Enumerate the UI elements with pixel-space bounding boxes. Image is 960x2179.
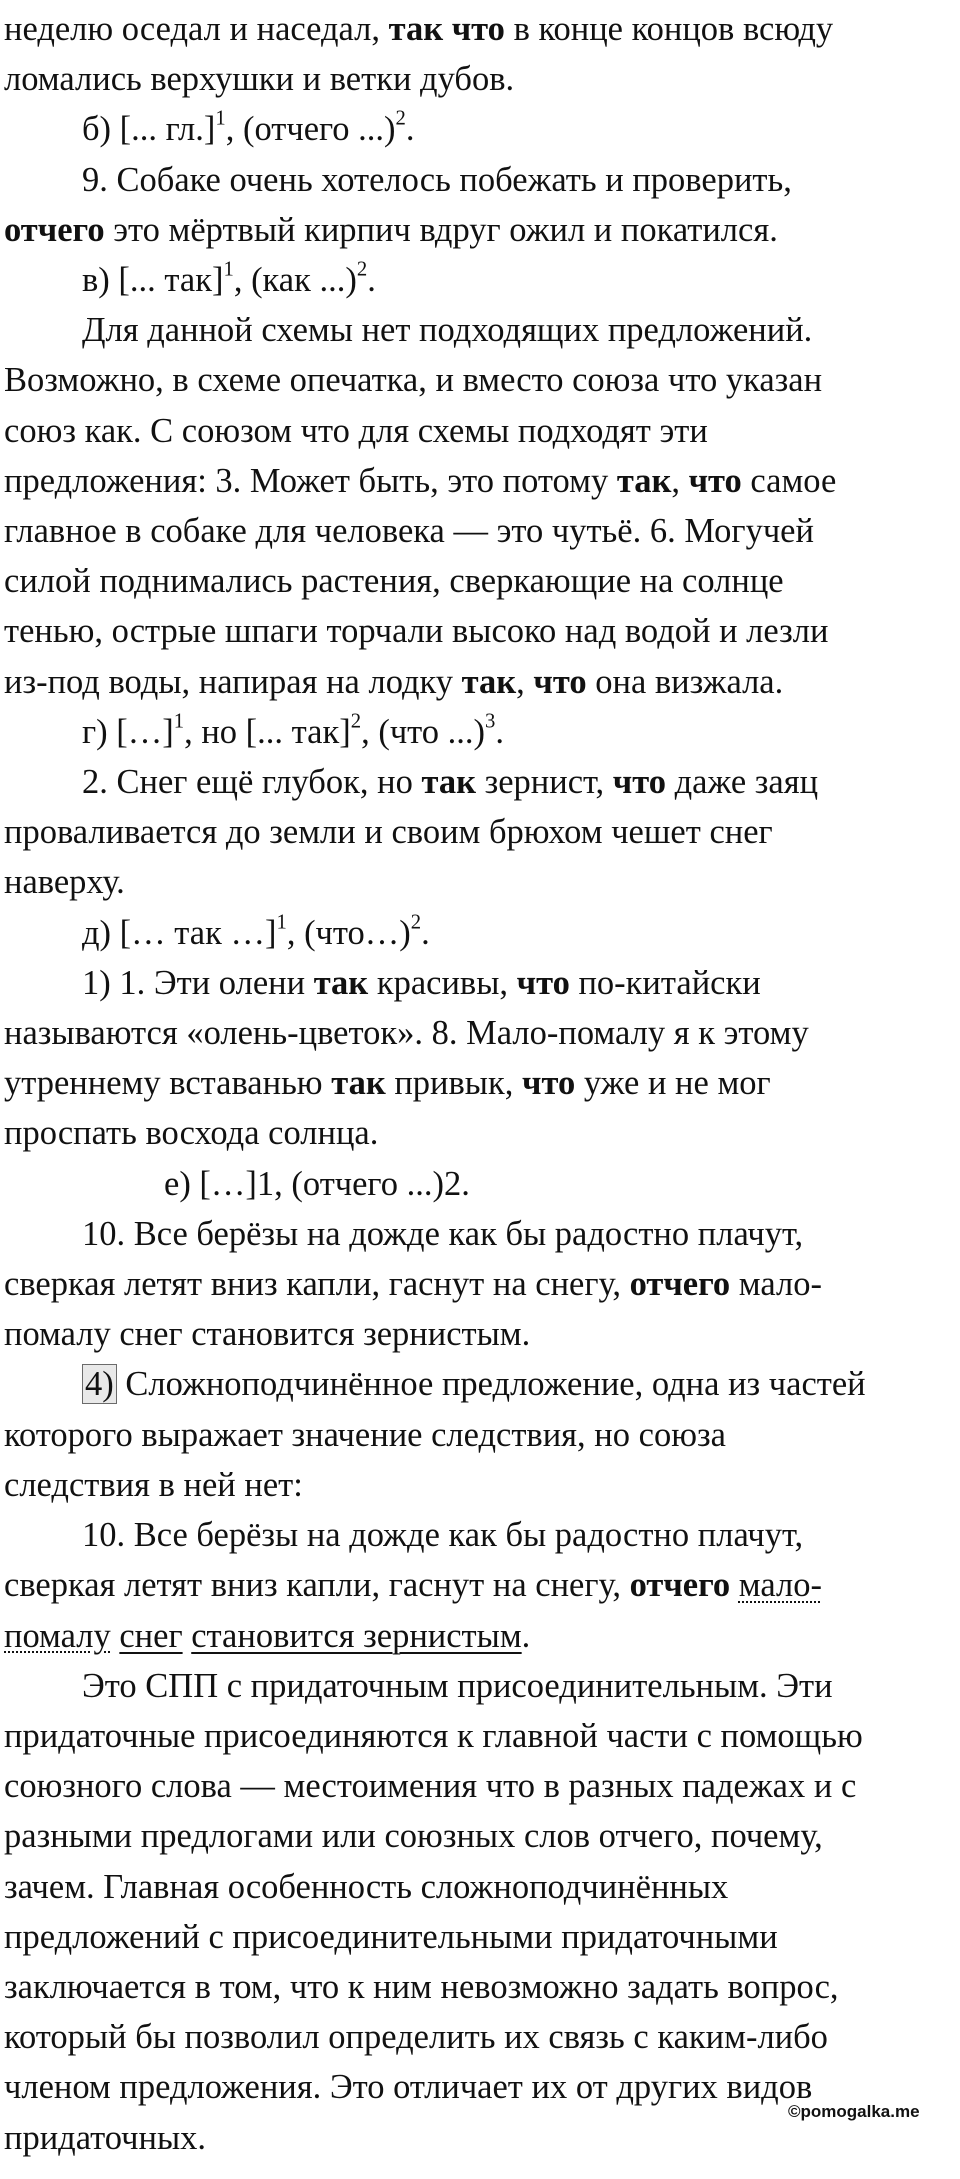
text-line: следствия в ней нет: [4,1465,303,1504]
text-line: зачем. Главная особенность сложноподчинённых [4,1867,729,1906]
example-sentence: 9. Собаке очень хотелось побежать и проверить, [82,160,792,199]
text-line: силой поднимались растения, сверкающие на солнце [4,562,784,601]
text-line: которого выражает значение следствия, но союза [4,1415,726,1454]
text-line: членом предложения. Это отличает их от других видов [4,2068,813,2107]
text-line: ломались верхушки и ветки дубов. [4,60,515,99]
scheme-line-v: в) [... так]$^1$, (как ...)$^2$. [82,258,376,300]
text-line: союз как. С союзом что для схемы подходят эти [4,411,708,450]
scheme-line-d: д) [… так …]$^1$, (что…)$^2$. [82,911,430,952]
text-line: утреннему вставанью так привык, что уже и не мог [4,1064,771,1103]
text-line: сверкая летят вниз капли, гаснут на снегу, отчего мало- [4,1265,822,1304]
scheme-line-g: г) […]$^1$, но [... так]$^2$, (что ...)$^3$. [82,710,504,751]
text-line: союзного слова — местоимения что в разных падежах и с [4,1767,857,1806]
text-line: разными предлогами или союзных слов отчего, почему, [4,1817,823,1856]
watermark: ©pomogalka.me [788,2102,920,2121]
scheme-line-b: б) [... гл.]$^1$, (отчего ...)$^2$. [82,107,415,149]
item-number-box: 4) [82,1364,117,1404]
text-line: проваливается до земли и своим брюхом чешет снег [4,813,773,852]
text-line: заключается в том, что к ним невозможно задать вопрос, [4,1967,839,2006]
text-line: проспать восхода солнца. [4,1114,379,1153]
document-page [4,4,948,2163]
text-line: помалу снег становится зернистым. [4,1616,531,1655]
text-line: тенью, острые шпаги торчали высоко над водой и лезли [4,612,829,651]
text-line: Для данной схемы нет подходящих предложений. [82,311,813,350]
example-sentence: 10. Все берёзы на дожде как бы радостно плачут, [82,1214,804,1253]
text-line: сверкая летят вниз капли, гаснут на снегу, отчего мало- [4,1566,822,1605]
example-sentence: 1) 1. Эти олени так красивы, что по-китайски [82,963,761,1002]
predicate-underline: становится зернистым [191,1616,522,1655]
text-line: называются «олень-цветок». 8. Мало-помалу я к этому [4,1014,809,1053]
text-line: главное в собаке для человека — это чутьё. 6. Могучей [4,512,814,551]
text-line: наверху. [4,863,125,902]
subject-underline: снег [119,1616,183,1655]
text-line: Это СПП с придаточным присоединительным. Эти [82,1666,833,1705]
text-line: помалу снег становится зернистым. [4,1315,531,1354]
example-sentence: 2. Снег ещё глубок, но так зернист, что даже заяц [82,763,819,802]
text-line: отчего это мёртвый кирпич вдруг ожил и покатился. [4,210,778,249]
text-line: неделю оседал и наседал, так что в конце концов всюду [4,10,834,48]
section-heading-4: 4) Сложноподчинённое предложение, одна из частей [4,1359,948,1409]
scheme-line-e: е) […]1, (отчего ...)2. [164,1164,470,1203]
text-line: предложений с присоединительными придаточными [4,1917,778,1956]
text-line: из-под воды, напирая на лодку так, что она визжала. [4,662,784,701]
text-line: Возможно, в схеме опечатка, и вместо союза что указан [4,361,823,400]
text-line: придаточных. [4,2118,206,2157]
text-line: предложения: 3. Может быть, это потому так, что самое [4,461,837,500]
adverbial-underline: помалу [4,1616,111,1655]
text-line: который бы позволил определить их связь с каким-либо [4,2018,828,2057]
adverbial-underline: мало- [738,1566,822,1605]
example-sentence: 10. Все берёзы на дожде как бы радостно плачут, [82,1516,804,1555]
text-line: придаточные присоединяются к главной части с помощью [4,1716,863,1755]
